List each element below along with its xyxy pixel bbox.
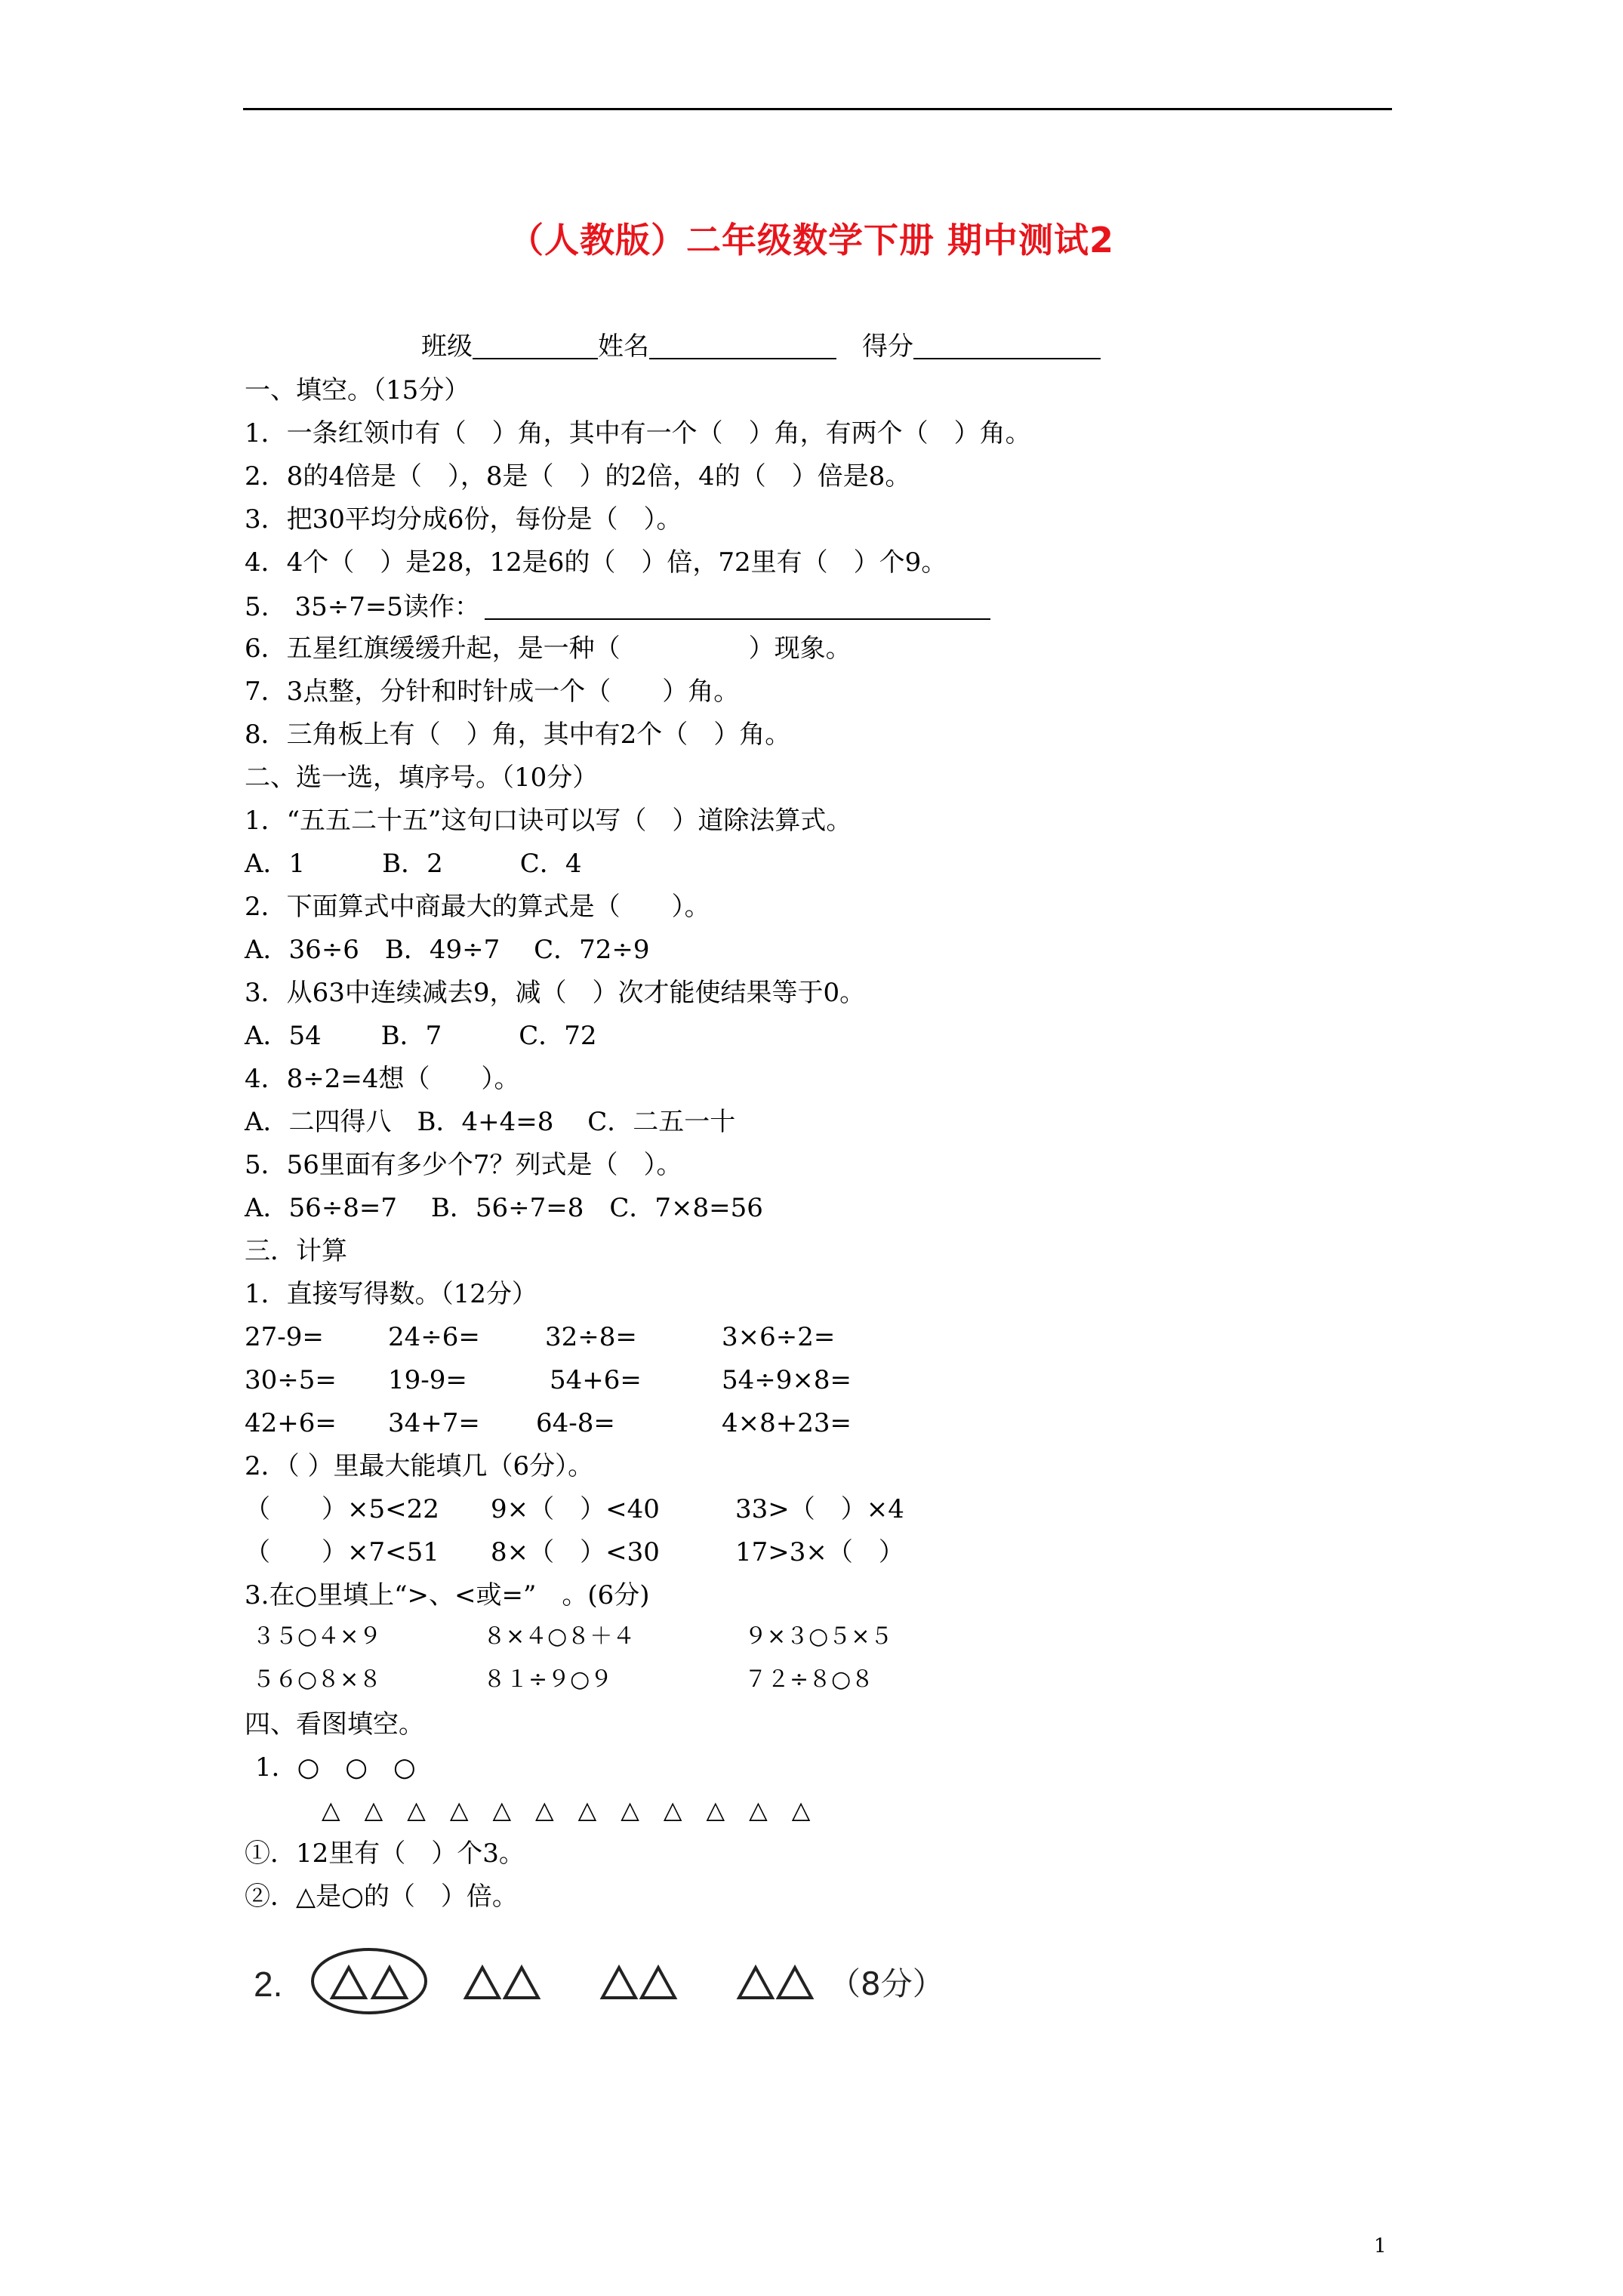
compare-item: ８×４○８＋４ <box>483 1623 636 1650</box>
figure-number: 2. <box>254 1965 283 2004</box>
s3-part-2: 2．（ ）里最大能填几（6分）。 <box>245 1451 594 1481</box>
calc-item: 34+7= <box>388 1408 480 1438</box>
s2-options-1: A．1 B．2 C．4 <box>245 849 582 879</box>
compare-item: ５６○８×８ <box>252 1666 382 1693</box>
page-title: （人教版）二年级数学下册 期中测试2 <box>508 220 1115 260</box>
s2-question-1: 1．“五五二十五”这句口诀可以写（ ）道除法算式。 <box>245 806 852 836</box>
calc-item: 24÷6= <box>388 1322 480 1352</box>
s3-part-1: 1．直接写得数。（12分） <box>245 1279 537 1309</box>
s2-options-3: A．54 B．7 C．72 <box>245 1021 597 1051</box>
score-blank[interactable] <box>913 332 1101 359</box>
name-blank[interactable] <box>649 332 836 359</box>
section3-heading: 三．计算 <box>245 1236 347 1266</box>
triangle-icon <box>332 1968 365 1998</box>
score-label: 得分 <box>862 331 913 362</box>
triangle-icon <box>642 1968 675 1998</box>
calc-item: 3×6÷2= <box>722 1322 836 1352</box>
s1-question-1: 1．一条红领巾有（ ）角，其中有一个（ ）角，有两个（ ）角。 <box>245 418 1031 448</box>
compare-item: ８１÷９○９ <box>483 1666 613 1693</box>
student-info-line <box>421 331 1101 362</box>
s2-question-2: 2．下面算式中商最大的算式是（ ）。 <box>245 892 710 922</box>
fill-item: 17>3×（ ） <box>735 1537 904 1567</box>
s2-question-5: 5．56里面有多少个7？列式是（ ）。 <box>245 1150 682 1180</box>
s2-options-4: A．二四得八 B．4+4=8 C．二五一十 <box>245 1107 736 1137</box>
s1-question-6: 6．五星红旗缓缓升起，是一种（ ）现象。 <box>245 633 852 664</box>
figure-score: （8分） <box>829 1965 944 2002</box>
section4-heading: 四、看图填空。 <box>245 1709 424 1740</box>
fill-item: 33>（ ）×4 <box>735 1494 904 1524</box>
s2-question-3: 3．从63中连续减去9，减（ ）次才能使结果等于0。 <box>245 978 866 1008</box>
s2-options-2: A．36÷6 B．49÷7 C．72÷9 <box>245 935 650 965</box>
group-oval <box>313 1949 426 2013</box>
answer-blank[interactable] <box>485 593 990 620</box>
calc-item: 27-9= <box>245 1322 324 1352</box>
calc-item: 54+6= <box>550 1365 642 1395</box>
fill-item: （ ）×5<22 <box>245 1494 439 1524</box>
compare-item: ９×３○５×５ <box>744 1623 893 1650</box>
triangle-group <box>332 1968 812 1998</box>
triangle-icon <box>778 1968 812 1998</box>
triangle-icon <box>373 1968 406 1998</box>
fill-item: 8×（ ）<30 <box>491 1537 660 1567</box>
name-label: 姓名 <box>598 331 649 362</box>
section1-heading: 一、填空。（15分） <box>245 375 470 405</box>
fill-item: 9×（ ）<40 <box>491 1494 660 1524</box>
triangles-row: △ △ △ △ △ △ △ △ △ △ △ △ <box>322 1795 811 1824</box>
s1-question-8: 8．三角板上有（ ）角，其中有2个（ ）角。 <box>245 720 791 750</box>
compare-item: ７２÷８○８ <box>744 1666 874 1693</box>
s1-question-2: 2．8的4倍是（ ），8是（ ）的2倍，4的（ ）倍是8。 <box>245 461 911 492</box>
s4-question-2: ②．△是○的（ ）倍。 <box>245 1881 518 1912</box>
top-rule <box>243 108 1392 110</box>
calc-item: 4×8+23= <box>722 1408 852 1438</box>
calc-item: 42+6= <box>245 1408 337 1438</box>
calc-item: 54÷9×8= <box>722 1365 852 1395</box>
s3-part-3: 3.在○里填上“>、<或=” 。(6分) <box>245 1580 650 1610</box>
s4-question-1: ①．12里有（ ）个3。 <box>245 1838 525 1869</box>
s1-question-5 <box>245 593 990 620</box>
page-number: 1 <box>1374 2235 1387 2257</box>
grouping-figure <box>251 1937 1006 2028</box>
s1-question-7: 7．3点整，分针和时针成一个（ ）角。 <box>245 676 740 707</box>
section2-heading: 二、选一选，填序号。（10分） <box>245 763 599 793</box>
fill-item: （ ）×7<51 <box>245 1537 439 1567</box>
s1-question-5-text: 5. 35÷7=5读作： <box>245 592 480 622</box>
calc-item: 19-9= <box>388 1365 467 1395</box>
s2-options-5: A．56÷8=7 B．56÷7=8 C．7×8=56 <box>245 1193 763 1223</box>
circles-row: 1．○ ○ ○ <box>255 1752 416 1783</box>
s1-question-3: 3．把30平均分成6份，每份是（ ）。 <box>245 504 682 535</box>
triangle-icon <box>466 1968 499 1998</box>
class-label: 班级 <box>421 331 473 362</box>
class-blank[interactable] <box>473 332 598 359</box>
triangle-icon <box>505 1968 538 1998</box>
calc-item: 32÷8= <box>545 1322 637 1352</box>
s2-question-4: 4．8÷2=4想（ ）。 <box>245 1064 520 1094</box>
triangle-icon <box>739 1968 772 1998</box>
calc-item: 64-8= <box>536 1408 615 1438</box>
s1-question-4: 4．4个（ ）是28，12是6的（ ）倍，72里有（ ）个9。 <box>245 547 947 578</box>
compare-item: ３５○４×９ <box>252 1623 382 1650</box>
triangle-icon <box>602 1968 636 1998</box>
calc-item: 30÷5= <box>245 1365 337 1395</box>
